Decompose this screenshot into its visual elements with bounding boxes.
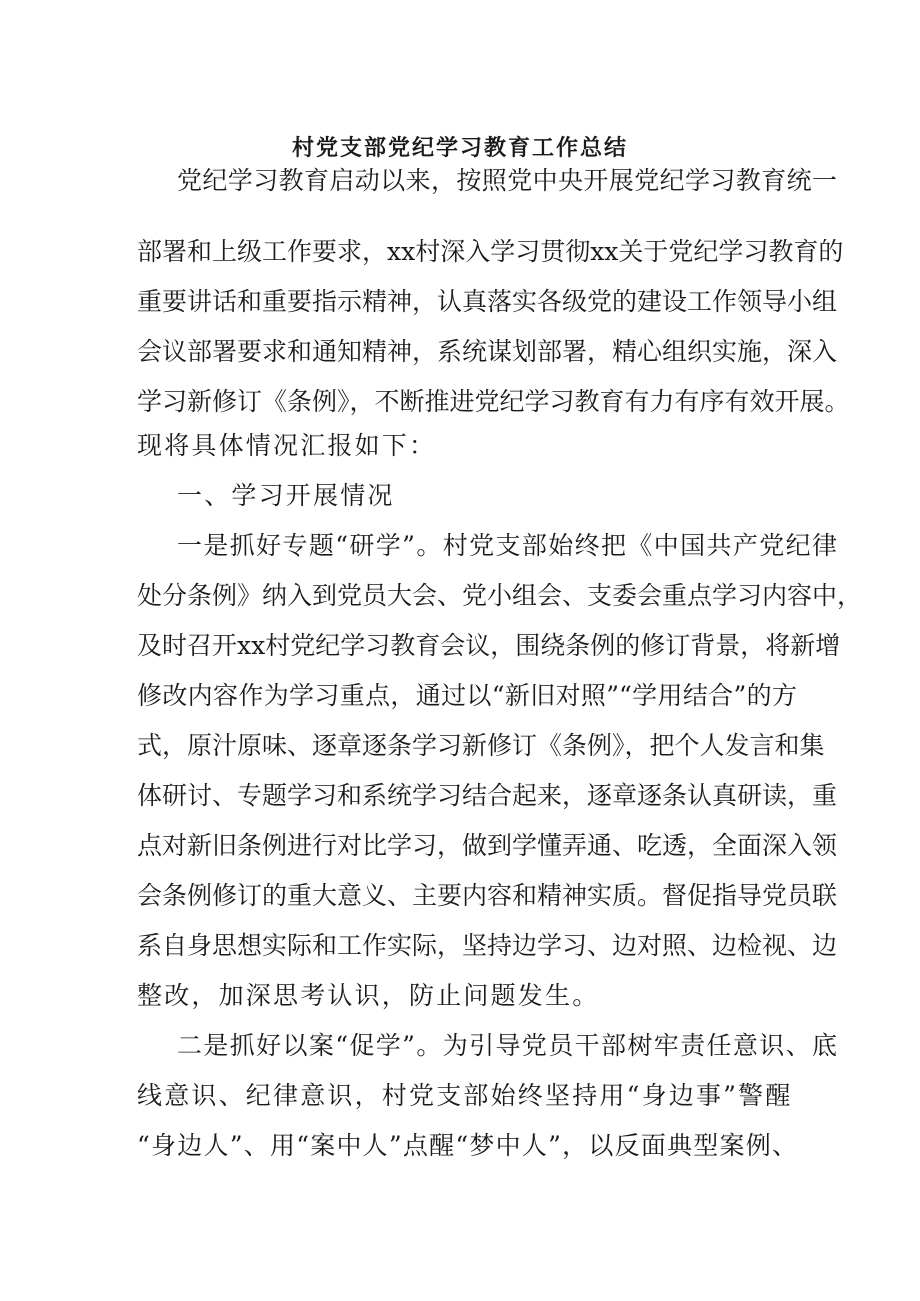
paragraph-line: 一是抓好专题“研学”。村党支部始终把《中国共产党纪律 xyxy=(177,531,837,560)
paragraph-line: 修改内容作为学习重点，通过以“新旧对照”“学用结合”的方 xyxy=(137,681,797,710)
paragraph-line: 重要讲话和重要指示精神，认真落实各级党的建设工作领导小组 xyxy=(137,287,838,316)
paragraph-line: 线意识、纪律意识，村党支部始终坚持用“身边事”警醒 xyxy=(137,1081,793,1110)
paragraph-line: 及时召开xx村党纪学习教育会议，围绕条例的修订背景，将新增 xyxy=(137,631,841,660)
paragraph-line: 处分条例》纳入到党员大会、党小组会、支委会重点学习内容中， xyxy=(137,581,863,610)
paragraph-line: 现将具体情况汇报如下： xyxy=(137,431,437,460)
document-title: 村党支部党纪学习教育工作总结 xyxy=(291,135,628,161)
paragraph-line: 二是抓好以案“促学”。为引导党员干部树牢责任意识、底 xyxy=(177,1031,837,1060)
paragraph-line: 会议部署要求和通知精神，系统谋划部署，精心组织实施，深入 xyxy=(137,337,838,366)
paragraph-line: 部署和上级工作要求，xx村深入学习贯彻xx关于党纪学习教育的 xyxy=(137,237,844,266)
paragraph-line: 会条例修订的重大意义、主要内容和精神实质。督促指导党员联 xyxy=(137,881,838,910)
paragraph-line: 点对新旧条例进行对比学习，做到学懂弄通、吃透，全面深入领 xyxy=(137,831,838,860)
paragraph-line: “身边人”、用“案中人”点醒“梦中人”，以反面典型案例、 xyxy=(137,1131,797,1160)
paragraph-line: 学习新修订《条例》，不断推进党纪学习教育有力有序有效开展。 xyxy=(137,387,850,416)
paragraph-line: 体研讨、专题学习和系统学习结合起来，逐章逐条认真研读，重 xyxy=(137,781,838,810)
paragraph-line: 系自身思想实际和工作实际，坚持边学习、边对照、边检视、边 xyxy=(137,931,838,960)
paragraph-line: 整改，加深思考认识，防止问题发生。 xyxy=(137,981,600,1010)
section-heading: 一、学习开展情况 xyxy=(177,481,395,510)
paragraph-line: 式，原汁原味、逐章逐条学习新修订《条例》，把个人发言和集 xyxy=(137,731,825,760)
paragraph-line: 党纪学习教育启动以来，按照党中央开展党纪学习教育统一 xyxy=(177,166,837,195)
